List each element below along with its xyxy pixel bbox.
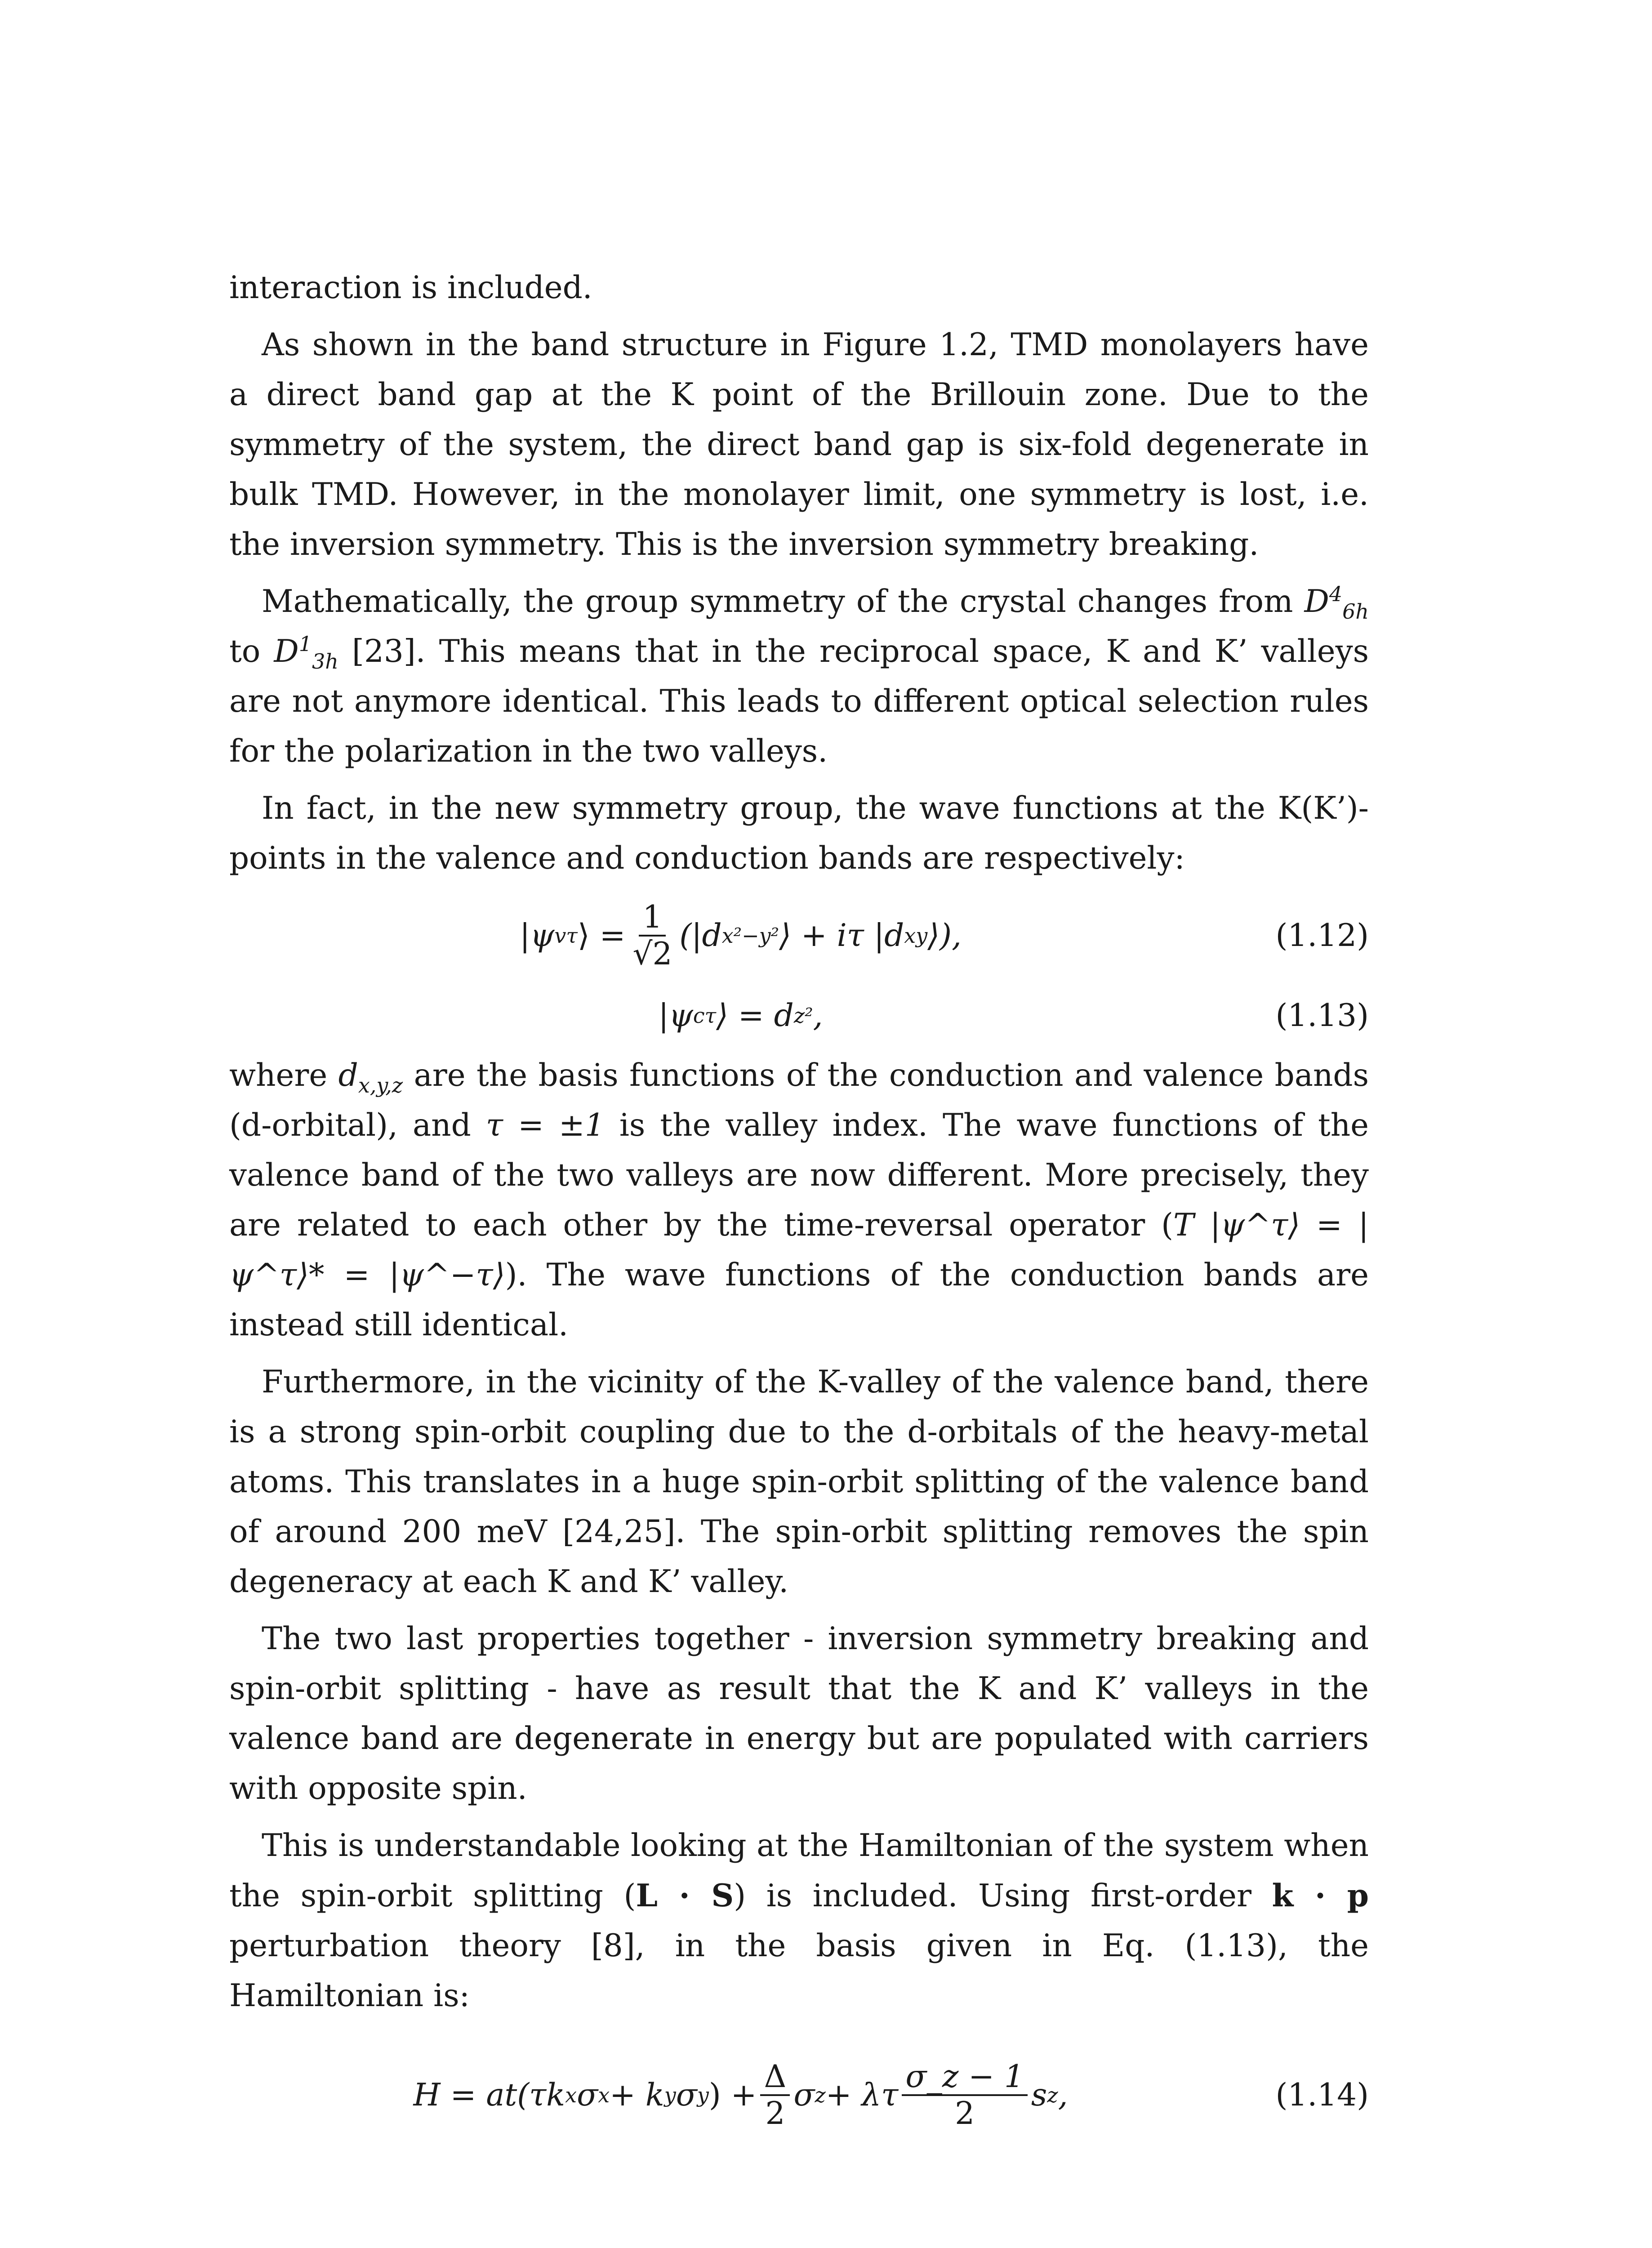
text-p5: Furthermore, in the vicinity of the K-valley of the valence band, there is a strong spin-orbit coupling due to the d-orbitals of the heavy-metal atoms. This translates in a huge spin-orbit splitting of the valence band of around 200 meV [24,25]. The spin-orbit splitting removes the spin degeneracy at each K and K’ valley. xyxy=(229,1364,1369,1600)
text-p2-pre: Mathematically, the group symmetry of the crystal changes from xyxy=(262,584,1305,620)
equation-body: |ψ v τ ⟩ = $\frac{1}{√2}$ (|d x²−y² ⟩ + iτ |d xy ⟩), xyxy=(520,899,962,972)
text-p7-pre: This is understandable looking at the Hamiltonian of the system when the spin-orbit splitting ( xyxy=(229,1828,1369,1914)
text-p2-post: [23]. This means that in the reciprocal space, K and K’ valleys are not anymore identical. This leads to different optical selection rules for the polarization in the two valleys. xyxy=(229,633,1369,769)
equation-number: (1.14) xyxy=(1275,2077,1369,2113)
math-dxyz: $d_{x,y,z}$ xyxy=(338,1057,403,1097)
text-p3: In fact, in the new symmetry group, the wave functions at the K(K’)-points in the valence and conduction bands are respectively: xyxy=(229,790,1369,876)
fraction-delta: $\frac{\Delta}{2}$ xyxy=(760,2059,790,2131)
equation-body: |ψ c τ ⟩ = d z² , xyxy=(658,997,823,1034)
text-p7-mid: ) is included. Using first-order xyxy=(734,1878,1272,1914)
text-p4-mid: are the basis functions of the conduction and valence bands (d-orbital), and xyxy=(229,1057,1369,1143)
paragraph-6 xyxy=(229,1614,1369,1814)
text-p1: As shown in the band structure in Figure 1.2, TMD monolayers have a direct band gap at the K point of the Brillouin zone. Due to the symmetry of the system, the direct band gap is six-fold degenerate in bulk TMD. However, in the monolayer limit, one symmetry is lost, i.e. the inversion symmetry. This is the inversion symmetry breaking. xyxy=(229,327,1369,562)
text-p0: interaction is included. xyxy=(229,270,592,306)
text-p4-post: ). The wave functions of the conduction bands are instead still identical. xyxy=(229,1257,1369,1343)
math-time-reversal: T |ψ^τ⟩ = |ψ^τ⟩* = |ψ^−τ⟩ xyxy=(229,1207,1369,1293)
paragraph-4 xyxy=(229,1051,1369,1350)
text-p6: The two last properties together - inversion symmetry breaking and spin-orbit splitting - have as result that the K and K’ valleys in the valence band are degenerate in energy but are populated with carriers with opposite spin. xyxy=(229,1621,1369,1806)
math-k-dot-p: k · p xyxy=(1272,1878,1369,1914)
math-d6h: $D^4_{6h}$ xyxy=(1304,582,1369,624)
text-p7-post: perturbation theory [8], in the basis given in Eq. (1.13), the Hamiltonian is: xyxy=(229,1928,1369,2014)
paragraph-3 xyxy=(229,784,1369,883)
fraction-sigma: $\frac{\sigma\_z - 1}{2}$ xyxy=(902,2059,1028,2131)
equation-body: H = at(τk x σ x + k y σ y ) + $\frac{\Delta}{2}$ σ z + λτ $\frac{\sigma\_z - 1}{2}$ s z , xyxy=(413,2059,1068,2132)
math-l-dot-s: L · S xyxy=(636,1878,734,1914)
paragraph-5 xyxy=(229,1357,1369,1607)
paragraph-2 xyxy=(229,577,1369,776)
equation-number: (1.13) xyxy=(1275,997,1369,1034)
paragraph-1 xyxy=(229,320,1369,570)
fraction: $\frac{1}{√2}$ xyxy=(632,899,672,972)
paragraph-0 xyxy=(229,263,1369,313)
equation-1-12 xyxy=(229,891,1369,981)
equation-number: (1.12) xyxy=(1275,917,1369,954)
math-tau: τ = ±1 xyxy=(485,1107,605,1143)
equation-1-14 xyxy=(229,2039,1369,2151)
text-p4-mid2: is the valley index. The wave functions of the valence band of the two valleys are now different. More precisely, they are related to each other by the time-reversal operator ( xyxy=(229,1107,1369,1243)
text-p4-pre: where xyxy=(229,1057,338,1093)
paragraph-7 xyxy=(229,1821,1369,2021)
page-body xyxy=(229,263,1369,2160)
math-d3h: $D^1_{3h}$ xyxy=(274,632,338,674)
text-p2-to: to xyxy=(229,633,274,669)
equation-1-13 xyxy=(229,984,1369,1047)
